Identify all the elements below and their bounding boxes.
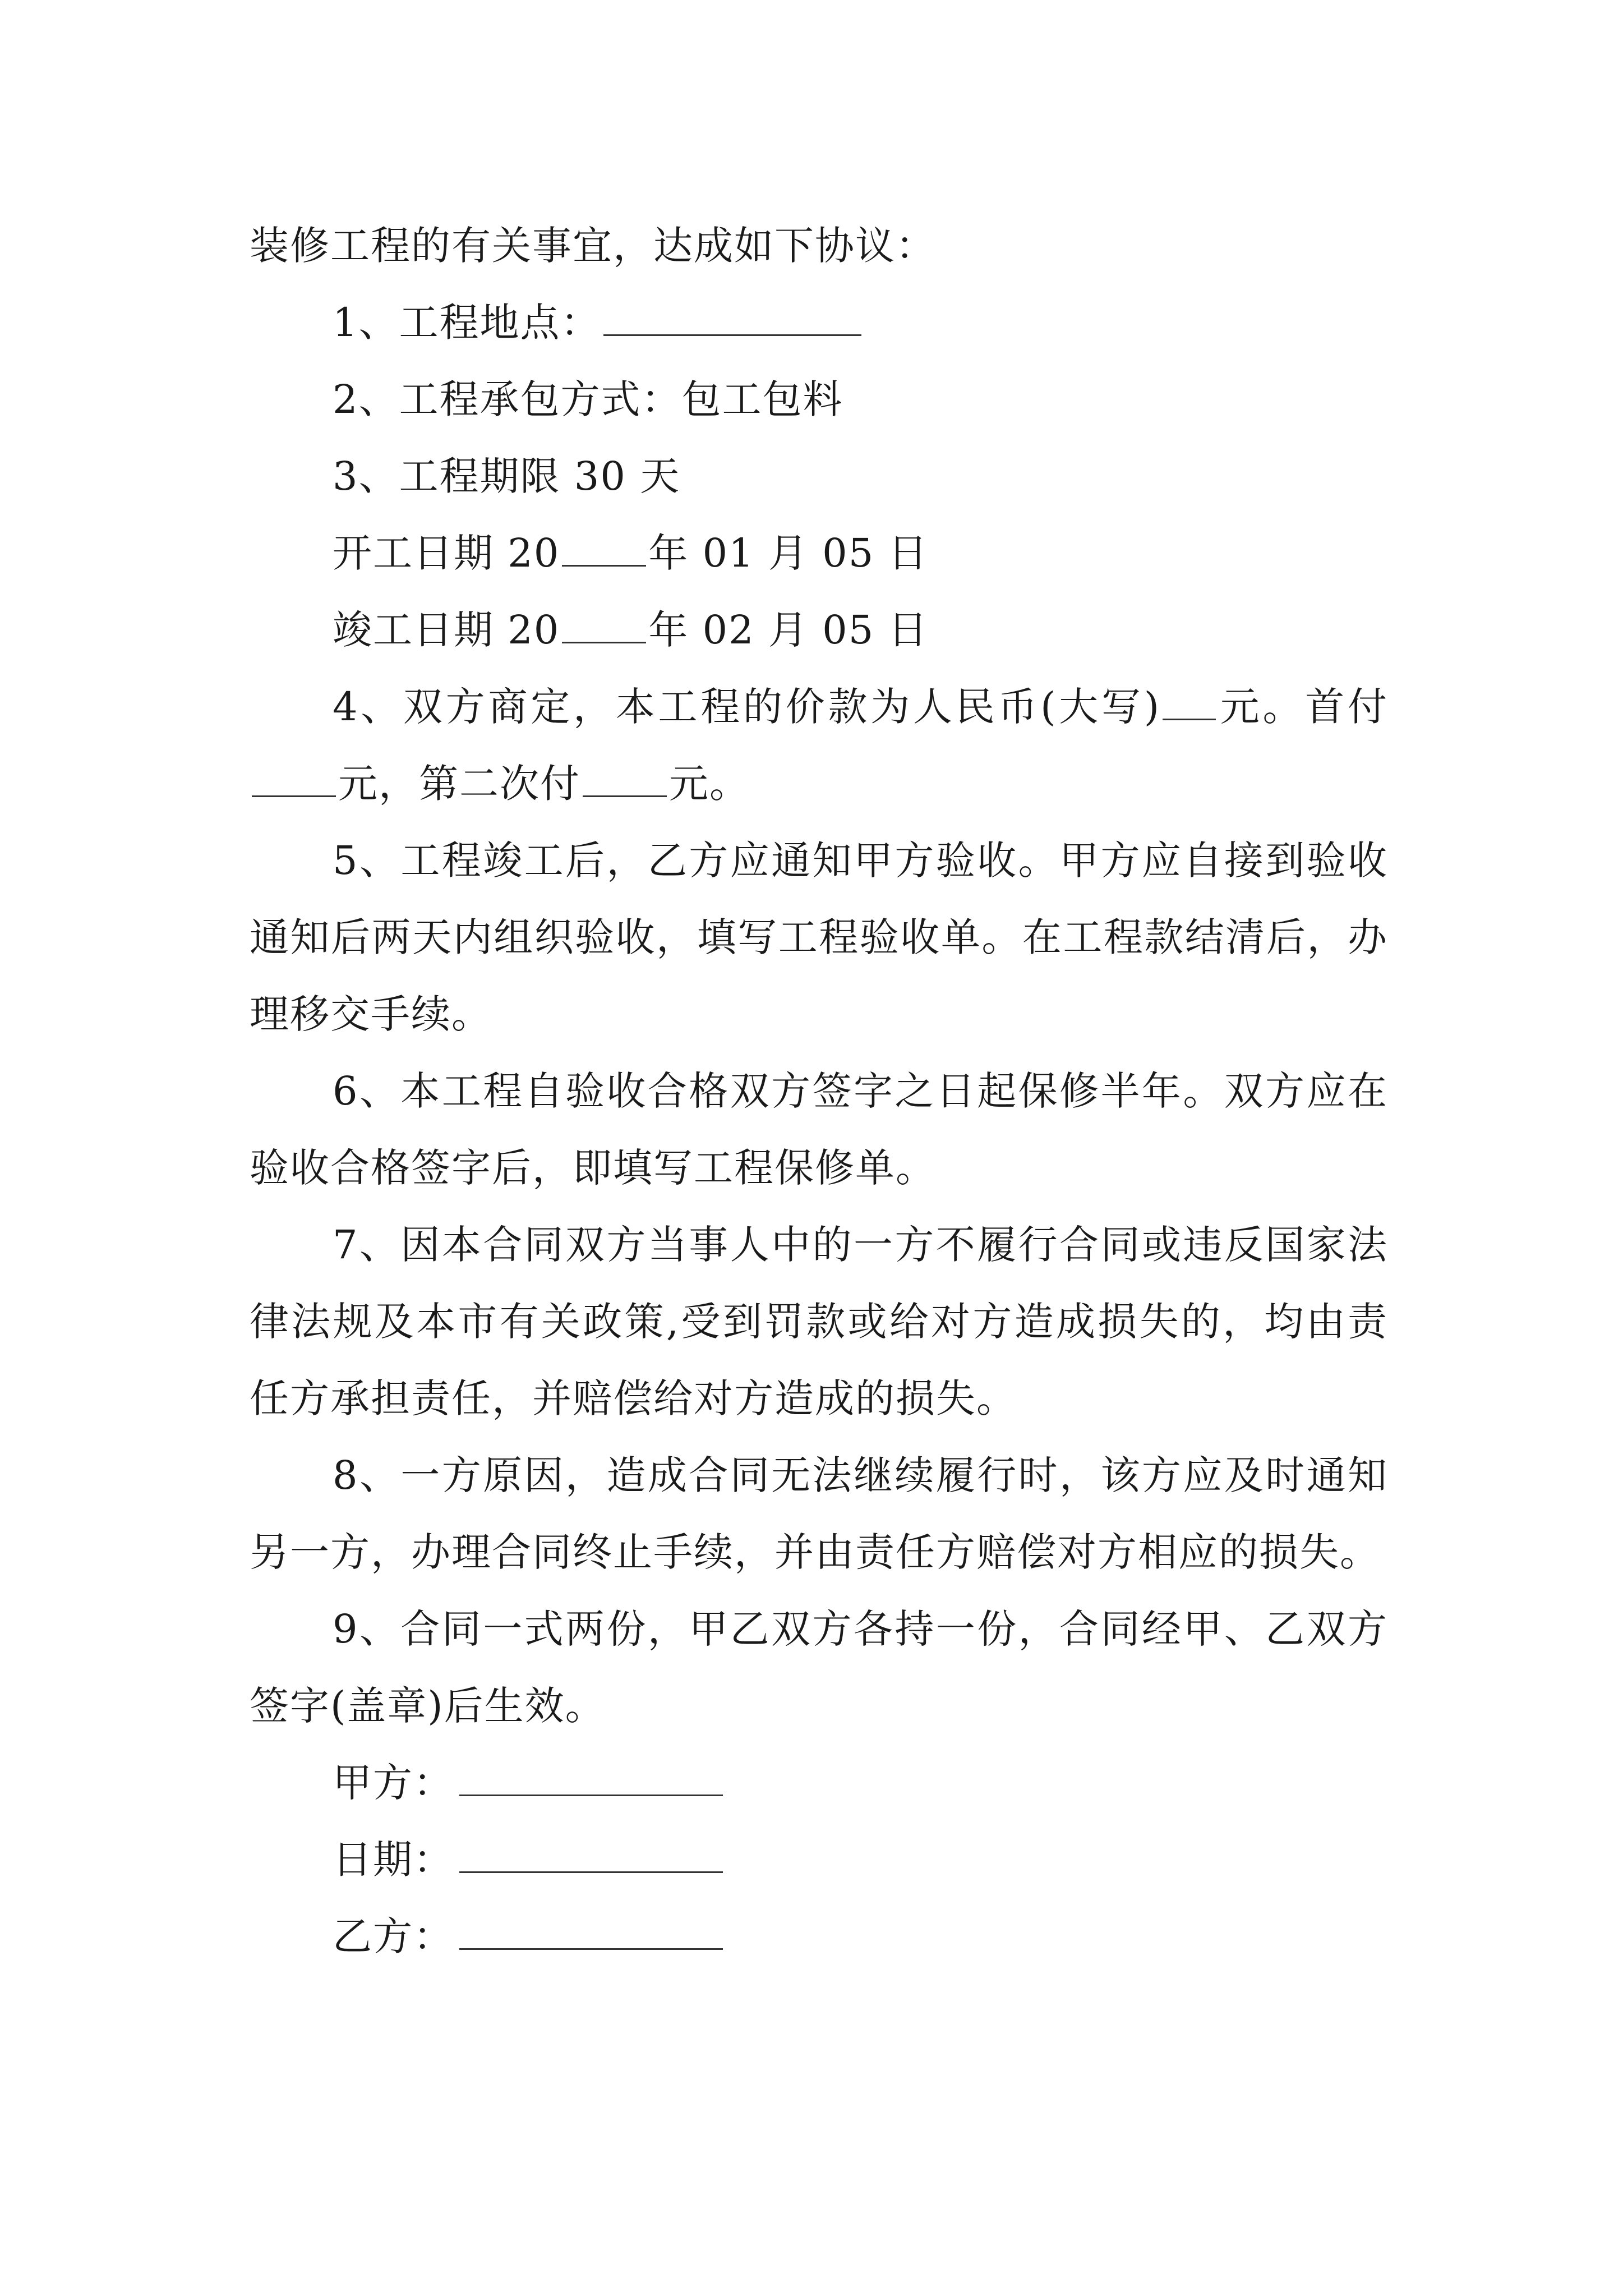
date-signature-line [459, 1832, 723, 1873]
price-blank [1163, 679, 1216, 720]
end-date-line [250, 592, 1388, 669]
location-blank [603, 295, 861, 336]
item-4-first-payment-text: 元。首付 [1218, 684, 1389, 730]
start-year-blank [562, 526, 646, 567]
item-5: 5、工程竣工后，乙方应通知甲方验收。甲方应自接到验收通知后两天内组织验收，填写工程验收单。在工程款结清后，办理移交手续。 [250, 838, 1388, 1037]
item-2: 2、工程承包方式：包工包料 [333, 376, 843, 422]
intro-line: 装修工程的有关事宜，达成如下协议： [250, 223, 936, 269]
party-a-signature-line [459, 1755, 723, 1796]
item-4 [250, 669, 1388, 822]
item-3: 3、工程期限 30 天 [333, 453, 681, 499]
item-6: 6、本工程自验收合格双方签字之日起保修半年。双方应在验收合格签字后，即填写工程保修单。 [250, 1068, 1388, 1191]
contract-body [250, 208, 1388, 1975]
item-8: 8、一方原因，造成合同无法继续履行时，该方应及时通知另一方，办理合同终止手续，并由责任方赔偿对方相应的损失。 [250, 1452, 1388, 1575]
item-9: 9、合同一式两份，甲乙双方各持一份，合同经甲、乙双方签字(盖章)后生效。 [250, 1606, 1388, 1729]
party-a-label: 甲方： [333, 1760, 454, 1806]
item-4-price-text: 4、双方商定，本工程的价款为人民币(大写) [333, 684, 1161, 730]
item-1 [250, 284, 1388, 361]
signature-party-a [250, 1745, 1388, 1821]
end-date-prefix: 竣工日期 20 [333, 607, 560, 653]
signature-party-b [250, 1898, 1388, 1975]
item-7: 7、因本合同双方当事人中的一方不履行合同或违反国家法律法规及本市有关政策,受到罚款或给对方造成损失的，均由责任方承担责任，并赔偿给对方造成的损失。 [250, 1222, 1388, 1421]
party-b-signature-line [459, 1909, 723, 1950]
end-date-suffix: 年 02 月 05 日 [648, 607, 929, 653]
item-4-end-text: 元。 [669, 761, 750, 807]
first-payment-blank [252, 756, 336, 797]
start-date-line [250, 515, 1388, 592]
item-4-second-payment-text: 元，第二次付 [338, 761, 580, 807]
end-year-blank [562, 602, 646, 643]
start-date-prefix: 开工日期 20 [333, 530, 560, 576]
party-b-label: 乙方： [333, 1913, 454, 1959]
date-label: 日期： [333, 1837, 454, 1883]
second-payment-blank [583, 756, 667, 797]
start-date-suffix: 年 01 月 05 日 [648, 530, 929, 576]
item-1-label: 1、工程地点： [333, 300, 601, 346]
signature-date [250, 1821, 1388, 1898]
